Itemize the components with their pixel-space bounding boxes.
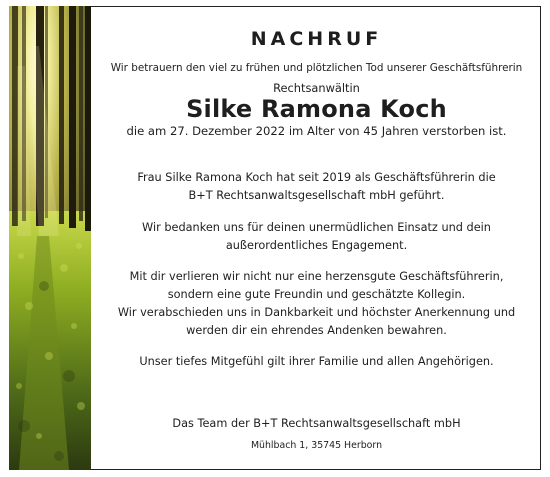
paragraph-line: Mit dir verlieren wir nicht nur eine herzensgute Geschäftsführerin,	[129, 270, 504, 283]
obituary-text	[92, 6, 541, 470]
deceased-name: Silke Ramona Koch	[186, 95, 447, 123]
paragraph-line: Unser tiefes Mitgefühl gilt ihrer Familie und allen Angehörigen.	[139, 355, 494, 368]
paragraph-line: werden dir ein ehrendes Andenken bewahren.	[186, 324, 447, 337]
paragraph-line: B+T Rechtsanwaltsgesellschaft mbH geführt.	[188, 189, 445, 202]
signature-line: Das Team der B+T Rechtsanwaltsgesellschaft mbH	[172, 417, 461, 430]
paragraph-line: Frau Silke Ramona Koch hat seit 2019 als Geschäftsführerin die	[137, 171, 496, 184]
address-line: Mühlbach 1, 35745 Herborn	[250, 440, 383, 451]
paragraph-line: Wir bedanken uns für deinen unermüdlichen Einsatz und dein	[142, 221, 491, 234]
notice-title: NACHRUF	[250, 28, 383, 50]
forest-photo	[9, 6, 91, 470]
forest-illustration	[9, 6, 91, 470]
death-date-line: die am 27. Dezember 2022 im Alter von 45 Jahren verstorben ist.	[126, 124, 507, 138]
paragraph-line: außerordentliches Engagement.	[225, 239, 408, 252]
intro-line: Wir betrauern den viel zu frühen und plötzlichen Tod unserer Geschäftsführerin	[110, 62, 523, 74]
paragraph-line: sondern eine gute Freundin und geschätzte Kollegin.	[167, 288, 466, 301]
deceased-role: Rechtsanwältin	[273, 81, 360, 95]
paragraph-line: Wir verabschieden uns in Dankbarkeit und höchster Anerkennung und	[117, 306, 516, 319]
